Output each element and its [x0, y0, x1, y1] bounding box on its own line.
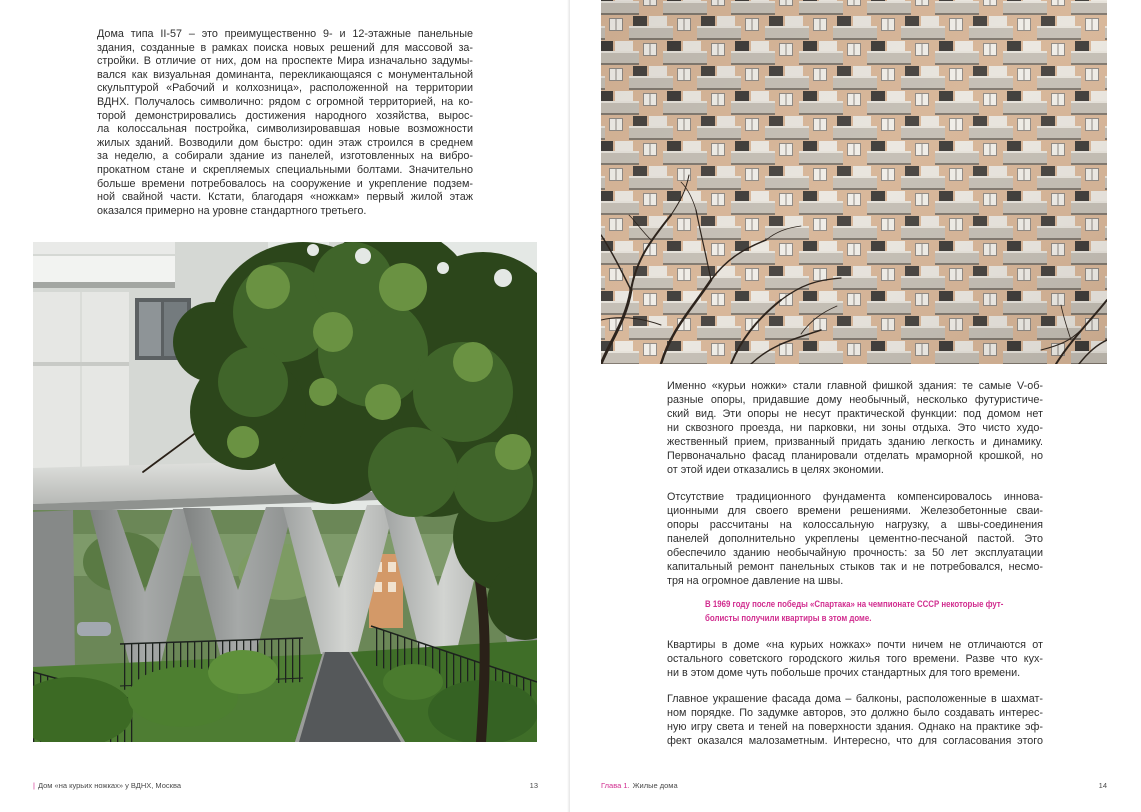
body-line: ла колоссальная постройка, символизировавшая новые возможности — [97, 123, 473, 136]
callout-line: болисты получили квартиры в этом доме. — [705, 613, 872, 624]
callout-fact — [705, 598, 1025, 626]
body-line: за неделю, а собирали здание из панелей, изготовленных на вибро- — [97, 150, 473, 163]
footer-section: Жилые дома — [632, 781, 678, 790]
photo-balcony-facade — [601, 0, 1107, 364]
body-line: от этой идеи отказались в целях экономии. — [667, 464, 884, 476]
body-line: ни сквозного проезда, ни парковки, ни зоны отдыха. Это чисто худо- — [667, 422, 1043, 434]
body-line: ном порядке. По задумке авторов, это должно было создавать интерес- — [667, 707, 1043, 719]
footer-title: Дом «на курьих ножках» у ВДНХ, Москва — [37, 781, 182, 790]
paragraph — [667, 379, 1043, 477]
body-line: торой демонстрировались достижения народного хозяйства, вырос- — [97, 109, 473, 122]
body-line: остального советского городского жилья того времени. Разве что кух- — [667, 653, 1043, 665]
body-line: скульптурой «Рабочий и колхозница», расположенной на территории — [97, 82, 473, 95]
body-line: панелей дополнительно укреплены цементно-песчаной пастой. Это — [667, 533, 1043, 545]
body-line: капитальный ремонт панельных стыков так и не потребовался, несмо- — [667, 561, 1043, 573]
body-line: ни в этом доме чуть побольше прочих стандартных для того времени. — [667, 667, 1021, 679]
body-line: больше времени потребовалось на сооружение и укрепление подзем- — [97, 177, 473, 190]
body-line: ский вид. Эти опоры не несут практической функции: под домом нет — [667, 408, 1043, 420]
body-line: Главное украшение фасада дома – балконы, расположенные в шахмат- — [667, 693, 1043, 705]
body-line: здания, созданные в рамках поиска новых решений для массовой за- — [97, 41, 473, 54]
photo-building-on-v-pillars — [33, 242, 537, 742]
right-page — [570, 0, 1141, 812]
body-line: опоры рассчитаны на колоссальную нагрузку, а швы-соединения — [667, 519, 1043, 531]
body-line: обеспечило зданию необычайную прочность: за 50 лет эксплуатации — [667, 547, 1043, 559]
body-line: стройки. В отличие от них, дом на проспекте Мира изначально задумы- — [97, 55, 473, 68]
left-page — [0, 0, 570, 812]
page-number: 13 — [529, 781, 538, 790]
left-body-text — [97, 28, 473, 218]
page-number: 14 — [1098, 781, 1107, 790]
body-line: Первоначально фасад планировали отделать мраморной крошкой, но — [667, 450, 1043, 462]
left-footer — [33, 781, 181, 791]
right-footer — [601, 781, 678, 791]
body-line: прокатном стане и скрепляемых специальными болтами. Значительно — [97, 163, 473, 176]
callout-line: В 1969 году после победы «Спартака» на чемпионате СССР некоторые фут- — [705, 599, 1004, 610]
body-line: разные опоры, придавшие дому необычный, несколько футуристиче- — [667, 394, 1043, 406]
paragraph — [667, 638, 1043, 680]
paragraph — [667, 692, 1043, 748]
body-line: тря на огромное давление на швы. — [667, 575, 844, 587]
body-line: Отсутствие традиционного фундамента компенсировалось иннова- — [667, 491, 1043, 503]
body-line: ВДНХ. Получалось символично: рядом с огромной территорией, на ко- — [97, 95, 473, 108]
body-line: ционными для своего времени решениями. Железобетонные сваи- — [667, 505, 1043, 517]
body-line: Дома типа II-57 – это преимущественно 9- и 12-этажные панельные — [97, 28, 473, 40]
body-line: жественный прием, призванный придать зданию легкость и динамику. — [667, 436, 1043, 448]
footer-chapter: Глава 1. — [601, 781, 630, 790]
body-line: оказался примерно на уровне стандартного третьего. — [97, 204, 367, 217]
body-line: Именно «курьи ножки» стали главной фишкой здания: те самые V-об- — [667, 380, 1043, 392]
footer-marker: | — [33, 781, 35, 790]
body-line: ную игру света и теней на поверхности здания. Однако на практике эф- — [667, 721, 1043, 733]
body-line: жилых зданий. Возводили дом быстро: один этаж строился в среднем — [97, 136, 473, 149]
paragraph — [667, 490, 1043, 588]
body-line: ной свайной части. Кстати, благодаря «ножкам» первый жилой этаж — [97, 191, 473, 204]
body-line: фект оказался малозаметным. Интересно, что для согласования этого — [667, 735, 1043, 747]
body-line: Квартиры в доме «на курьих ножках» почти ничем не отличаются от — [667, 639, 1043, 651]
body-line: вался как визуальная доминанта, перекликающаяся с монументальной — [97, 68, 473, 81]
